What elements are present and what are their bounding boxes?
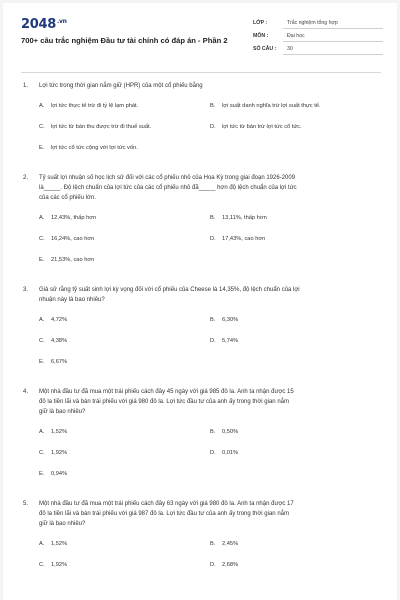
question-item (21, 285, 381, 380)
question-item (21, 81, 381, 166)
question-number: 5. (23, 501, 29, 507)
question-text-line: Tỷ suất lợi nhuận số học lịch sử đối với các cổ phiếu nhỏ của Hoa Kỳ trong giai đoạn 1926-2009 (39, 175, 296, 181)
option-text: 17,43%, cao hơn (222, 236, 266, 242)
option-text: 1,92% (51, 562, 68, 568)
question-text-line: giữ là bao nhiêu? (39, 409, 86, 415)
option-letter: D. (210, 124, 216, 130)
answer-option[interactable] (39, 429, 67, 435)
option-text: lợi tức thực tế trừ đi tỷ lệ lạm phát. (51, 103, 139, 109)
answer-option[interactable] (210, 124, 302, 130)
question-text-line: nhuận này là bao nhiêu? (39, 297, 105, 303)
option-text: 2,68% (222, 562, 239, 568)
option-letter: E. (39, 145, 45, 151)
option-letter: D. (210, 338, 216, 344)
question-text-line: Giả sử rằng tỷ suất sinh lợi kỳ vọng đối với cổ phiếu của Cheese là 14,35%, độ lệch chuẩn của lợi (39, 287, 300, 293)
question-text-line: đô la tiền lãi và bán trái phiếu với giá 980 đô la. Lợi tức đầu tư của anh ấy trong thời gian nắm (39, 399, 289, 405)
question-text-line: Lợi tức trong thời gian nắm giữ (HPR) của một cổ phiếu bằng (39, 83, 203, 89)
document-meta (253, 17, 383, 56)
option-letter: B. (210, 103, 216, 109)
option-text: 0,94% (51, 471, 68, 477)
answer-options (21, 317, 381, 380)
document-title: 700+ câu trắc nghiệm Đầu tư tài chính có đáp án - Phần 2 (21, 36, 228, 45)
option-letter: C. (39, 338, 45, 344)
meta-value: Trắc nghiệm tổng hợp (287, 20, 338, 26)
option-letter: E. (39, 257, 45, 263)
question-stem (21, 285, 381, 305)
option-text: 21,53%, cao hơn (51, 257, 95, 263)
option-letter: B. (210, 541, 216, 547)
option-text: lợi suất danh nghĩa trừ lợi suất thực tế. (222, 103, 321, 109)
answer-options (21, 541, 381, 583)
question-stem (21, 499, 381, 529)
answer-option[interactable] (210, 562, 238, 568)
answer-option[interactable] (210, 450, 238, 456)
option-text: 2,45% (222, 541, 239, 547)
option-letter: B. (210, 215, 216, 221)
question-text-line: giữ là bao nhiêu? (39, 521, 86, 527)
question-item (21, 387, 381, 492)
question-text-line: Một nhà đầu tư đã mua một trái phiếu cách đây 63 ngày với giá 980 đô la. Anh ta nhận được 17 (39, 501, 294, 507)
answer-option[interactable] (39, 236, 94, 242)
option-letter: A. (39, 429, 45, 435)
question-number: 2. (23, 175, 29, 181)
answer-option[interactable] (39, 450, 67, 456)
option-text: lợi tức từ bán thu được trừ đi thuế suất. (51, 124, 152, 130)
question-item (21, 173, 381, 278)
question-number: 3. (23, 287, 29, 293)
option-letter: D. (210, 562, 216, 568)
option-letter: B. (210, 317, 216, 323)
answer-option[interactable] (39, 471, 67, 477)
document-page (3, 3, 397, 600)
header-divider (21, 72, 381, 73)
answer-option[interactable] (39, 103, 138, 109)
option-text: 6,30% (222, 317, 239, 323)
document-header (3, 3, 397, 65)
option-letter: A. (39, 103, 45, 109)
answer-options (21, 103, 381, 166)
answer-option[interactable] (39, 215, 96, 221)
answer-option[interactable] (39, 317, 67, 323)
meta-value: 30 (287, 46, 293, 52)
answer-option[interactable] (39, 257, 94, 263)
option-letter: C. (39, 562, 45, 568)
option-letter: A. (39, 541, 45, 547)
answer-option[interactable] (210, 338, 238, 344)
answer-option[interactable] (210, 103, 321, 109)
option-letter: C. (39, 124, 45, 130)
answer-option[interactable] (210, 317, 238, 323)
meta-row-subject (253, 30, 383, 43)
option-letter: A. (39, 215, 45, 221)
question-stem (21, 387, 381, 417)
question-stem (21, 173, 381, 203)
option-text: 16,24%, cao hơn (51, 236, 95, 242)
answer-option[interactable] (210, 215, 267, 221)
option-text: 1,92% (51, 450, 68, 456)
answer-option[interactable] (39, 124, 151, 130)
option-text: 0,01% (222, 450, 239, 456)
option-text: 4,38% (51, 338, 68, 344)
question-text-line: của các cổ phiếu lớn. (39, 195, 96, 201)
option-letter: C. (39, 236, 45, 242)
option-letter: B. (210, 429, 216, 435)
question-number: 1. (23, 83, 29, 89)
site-logo[interactable] (21, 17, 67, 32)
answer-option[interactable] (210, 236, 265, 242)
option-letter: D. (210, 450, 216, 456)
meta-underline (283, 41, 383, 42)
option-text: 12,43%, thấp hơn (51, 215, 97, 221)
question-text-line: đô la tiền lãi và bán trái phiếu với giá 987 đô la. Lợi tức đầu tư của anh ấy trong thời gian nắm (39, 511, 289, 517)
option-letter: E. (39, 359, 45, 365)
question-item (21, 499, 381, 583)
meta-row-class (253, 17, 383, 30)
answer-option[interactable] (210, 541, 238, 547)
option-letter: A. (39, 317, 45, 323)
answer-options (21, 215, 381, 278)
meta-underline (283, 54, 383, 55)
answer-option[interactable] (210, 429, 238, 435)
answer-option[interactable] (39, 359, 67, 365)
option-text: 6,67% (51, 359, 68, 365)
meta-label: LỚP : (253, 20, 268, 26)
question-number: 4. (23, 389, 29, 395)
meta-underline (283, 28, 383, 29)
answer-options (21, 429, 381, 492)
meta-label: MÔN : (253, 33, 269, 39)
meta-value: Đại học (287, 33, 305, 39)
logo-suffix: .vn (56, 17, 67, 25)
meta-row-count (253, 43, 383, 56)
option-letter: C. (39, 450, 45, 456)
option-text: 0,50% (222, 429, 239, 435)
answer-option[interactable] (39, 541, 67, 547)
logo-text: 2048 (21, 17, 56, 32)
question-stem (21, 81, 381, 91)
answer-option[interactable] (39, 338, 67, 344)
answer-option[interactable] (39, 562, 67, 568)
option-text: 13,11%, thấp hơn (222, 215, 267, 221)
option-letter: D. (210, 236, 216, 242)
option-text: lợi tức cổ tức cộng với lợi tức vốn. (51, 145, 138, 151)
meta-label: SỐ CÂU : (253, 46, 277, 52)
option-text: 5,74% (222, 338, 239, 344)
question-text-line: Một nhà đầu tư đã mua một trái phiếu cách đây 45 ngày với giá 985 đô la. Anh ta nhận được 15 (39, 389, 294, 395)
option-text: 4,72% (51, 317, 68, 323)
question-text-line: là_____. Độ lệch chuẩn của lợi tức của các cổ phiếu nhỏ đã_____ hơn độ lệch chuẩn của lợi tức (39, 185, 297, 191)
option-text: lợi tức từ bán trừ lợi tức cổ tức. (222, 124, 302, 130)
option-letter: E. (39, 471, 45, 477)
answer-option[interactable] (39, 145, 138, 151)
option-text: 1,52% (51, 429, 68, 435)
option-text: 1,52% (51, 541, 68, 547)
